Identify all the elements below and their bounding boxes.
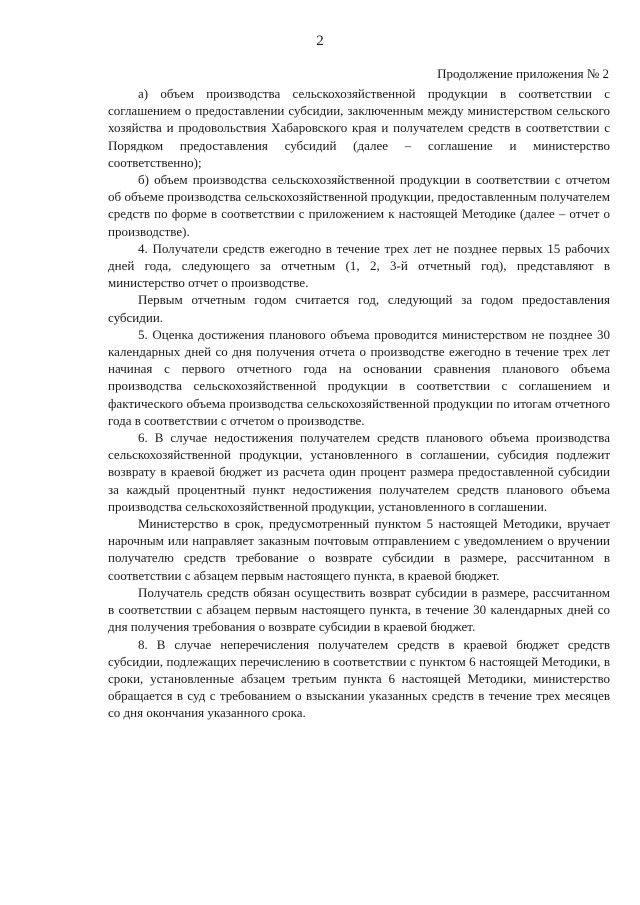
paragraph-6: 6. В случае недостижения получателем средств планового объема производства сельскохозяйственной продукции, установленного в соглашении, субсидия подлежит возврату в краевой бюджет из расчета один процент размера предоставленной субсидии за каждый процентный пункт недостижения получателем средств планового объема производства сельскохозяйственной продукции, установленного в соглашении. — [108, 430, 610, 514]
paragraph-4-first-report-year: Первым отчетным годом считается год, следующий за годом предоставления субсидии. — [108, 292, 610, 325]
page-number: 2 — [316, 33, 324, 49]
paragraph-3a: а) объем производства сельскохозяйственной продукции в соответствии с соглашением о предоставлении субсидии, заключенным между министерством сельского хозяйства и продовольствия Хабаровского края и получателем средств в соответствии с Порядком предоставления субсидий (далее – соглашение и министерство соответственно); — [108, 86, 610, 170]
paragraph-3b: б) объем производства сельскохозяйственной продукции в соответствии с отчетом об объеме производства сельскохозяйственной продукции, предоставленным получателем средств по форме в соответствии с приложением к настоящей Методике (далее – отчет о производстве). — [108, 172, 610, 239]
paragraph-6-ministry-notice: Министерство в срок, предусмотренный пунктом 5 настоящей Методики, вручает нарочным или направляет заказным почтовым отправлением с уведомлением о вручении получателю средств требование о возврате субсидии в размере, рассчитанном в соответствии с абзацем первым настоящего пункта, в краевой бюджет. — [108, 516, 610, 583]
running-header: Продолжение приложения № 2 — [437, 66, 609, 81]
paragraph-4: 4. Получатели средств ежегодно в течение трех лет не позднее первых 15 рабочих дней года, следующего за отчетным (1, 2, 3-й отчетный год), представляют в министерство отчет о производстве. — [108, 240, 610, 291]
paragraph-5: 5. Оценка достижения планового объема проводится министерством не позднее 30 календарных дней со дня получения отчета о производстве ежегодно в течение трех лет начиная с первого отчетного года на основании сравнения планового объема производства сельскохозяйственной продукции в соответствии с соглашением и фактического объема производства сельскохозяйственной продукции по итогам отчетного года в соответствии с отчетом о производстве. — [108, 326, 610, 428]
paragraph-8: 8. В случае неперечисления получателем средств в краевой бюджет средств субсидии, подлежащих перечислению в соответствии с пунктом 6 настоящей Методики, в сроки, установленные абзацем третьим пункта 6 настоящей Методики, министерство обращается в суд с требованием о взыскании указанных средств в течение трех месяцев со дня окончания указанного срока. — [108, 636, 610, 721]
document-body — [108, 85, 610, 722]
paragraph-6-refund-obligation: Получатель средств обязан осуществить возврат субсидии в размере, рассчитанном в соответствии с абзацем первым настоящего пункта, в течение 30 календарных дней со дня получения требования о возврате субсидии в краевой бюджет. — [108, 584, 610, 635]
